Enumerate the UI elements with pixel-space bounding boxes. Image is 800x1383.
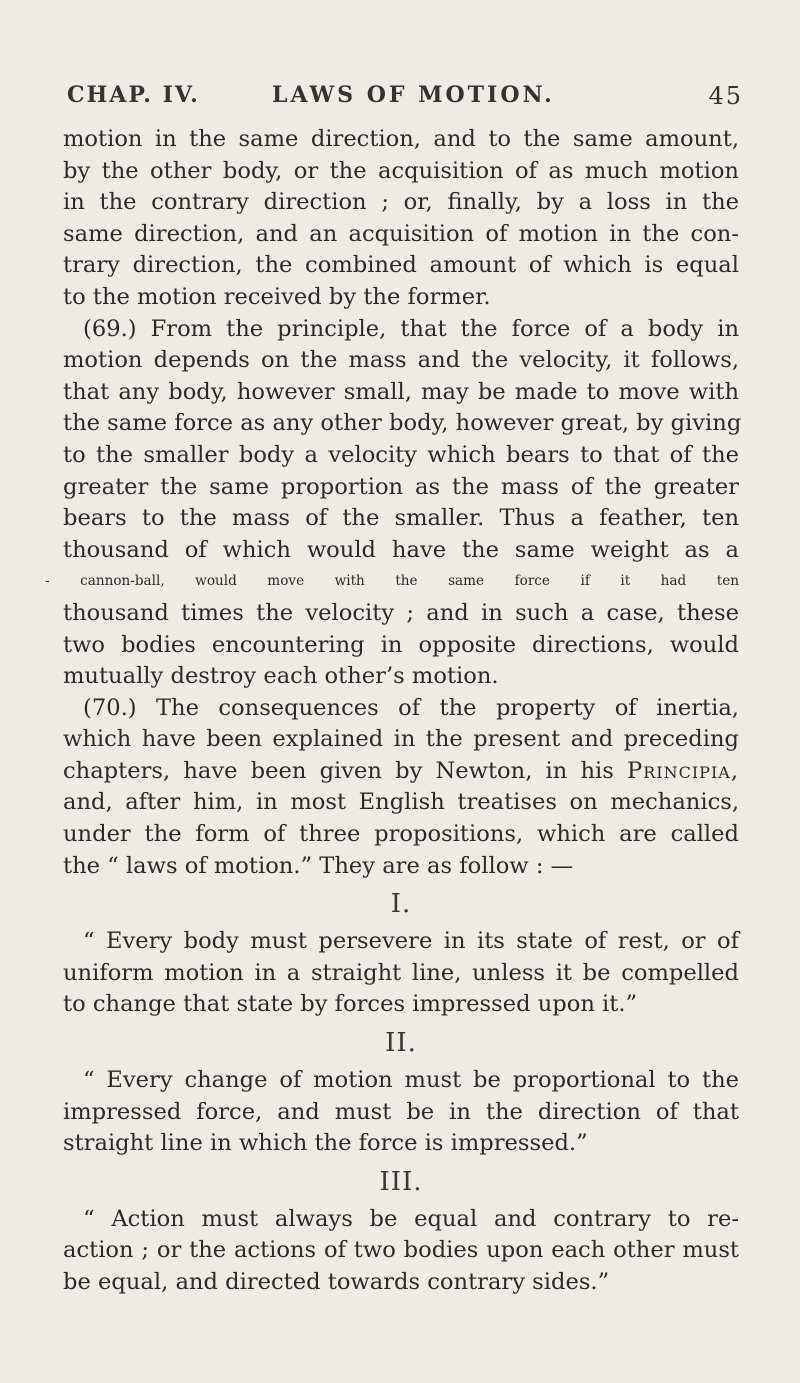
text-line: “ Every body must persevere in its state of rest, or of bbox=[83, 928, 739, 955]
text-line: greater the same proportion as the mass of the greater bbox=[63, 473, 739, 500]
law-2 bbox=[63, 1021, 739, 1160]
text-line: “ Action must always be equal and contrary to re- bbox=[83, 1205, 739, 1232]
text-line: (69.) From the principle, that the force of a body in bbox=[83, 315, 739, 342]
text-line: mutually destroy each other’s motion. bbox=[63, 663, 499, 690]
law-numeral: II. bbox=[385, 1028, 417, 1059]
running-title: LAWS OF MOTION. bbox=[272, 82, 555, 108]
text-line: in the contrary direction ; or, finally, by a loss in the bbox=[63, 189, 739, 216]
text-line: uniform motion in a straight line, unless it be compelled bbox=[63, 959, 739, 986]
text-line: same direction, and an acquisition of motion in the con- bbox=[63, 220, 739, 247]
text-line: motion depends on the mass and the velocity, it follows, bbox=[63, 347, 739, 374]
text-line: straight line in which the force is impressed.” bbox=[63, 1130, 588, 1157]
text-line: the same force as any other body, however great, by giving bbox=[63, 410, 742, 437]
law-3 bbox=[63, 1160, 739, 1299]
text-line: action ; or the actions of two bodies upon each other must bbox=[63, 1237, 739, 1264]
text-line: and, after him, in most English treatises on mechanics, bbox=[63, 789, 739, 816]
text-line: be equal, and directed towards contrary sides.” bbox=[63, 1269, 610, 1295]
law-numeral: I. bbox=[390, 889, 412, 920]
text-run: chapters, have been given by Newton, in his bbox=[63, 757, 614, 784]
text-line: - cannon-ball, would move with the same force if it had ten bbox=[45, 573, 739, 590]
page-number: 45 bbox=[708, 82, 743, 110]
text-line: bears to the mass of the smaller. Thus a feather, ten bbox=[63, 505, 739, 532]
text-line: which have been explained in the present and preceding bbox=[63, 726, 739, 753]
law-numeral: III. bbox=[379, 1166, 423, 1197]
text-line: impressed force, and must be in the direction of that bbox=[63, 1098, 739, 1125]
text-line: “ Every change of motion must be proportional to the bbox=[83, 1067, 739, 1094]
text-line: by the other body, or the acquisition of as much motion bbox=[63, 157, 739, 184]
text-line: to the motion received by the former. bbox=[63, 283, 491, 310]
paragraph-70 bbox=[63, 693, 739, 883]
text-line: to the smaller body a velocity which bears to that of the bbox=[63, 441, 739, 468]
text-line: under the form of three propositions, which are called bbox=[63, 821, 739, 848]
text-line: trary direction, the combined amount of which is equal bbox=[63, 252, 739, 279]
paragraph-continuation bbox=[63, 124, 739, 314]
text-line: motion in the same direction, and to the same amount, bbox=[63, 126, 739, 152]
paragraph-69 bbox=[45, 314, 742, 693]
principia-title: Principia, bbox=[627, 757, 740, 784]
text-line bbox=[63, 756, 739, 788]
text-line: to change that state by forces impressed upon it.” bbox=[63, 991, 638, 1018]
text-line: thousand times the velocity ; and in such a case, these bbox=[63, 599, 739, 626]
text-line: thousand of which would have the same weight as a bbox=[63, 536, 739, 563]
law-1 bbox=[63, 882, 739, 1021]
body-text bbox=[45, 124, 742, 1299]
text-line: two bodies encountering in opposite directions, would bbox=[63, 631, 739, 658]
text-line: (70.) The consequences of the property of inertia, bbox=[83, 694, 739, 721]
text-line: the “ laws of motion.” They are as follow : — bbox=[63, 852, 574, 879]
running-head bbox=[67, 82, 743, 112]
text-line: that any body, however small, may be made to move with bbox=[63, 378, 739, 405]
chapter-label: CHAP. IV. bbox=[67, 82, 200, 108]
